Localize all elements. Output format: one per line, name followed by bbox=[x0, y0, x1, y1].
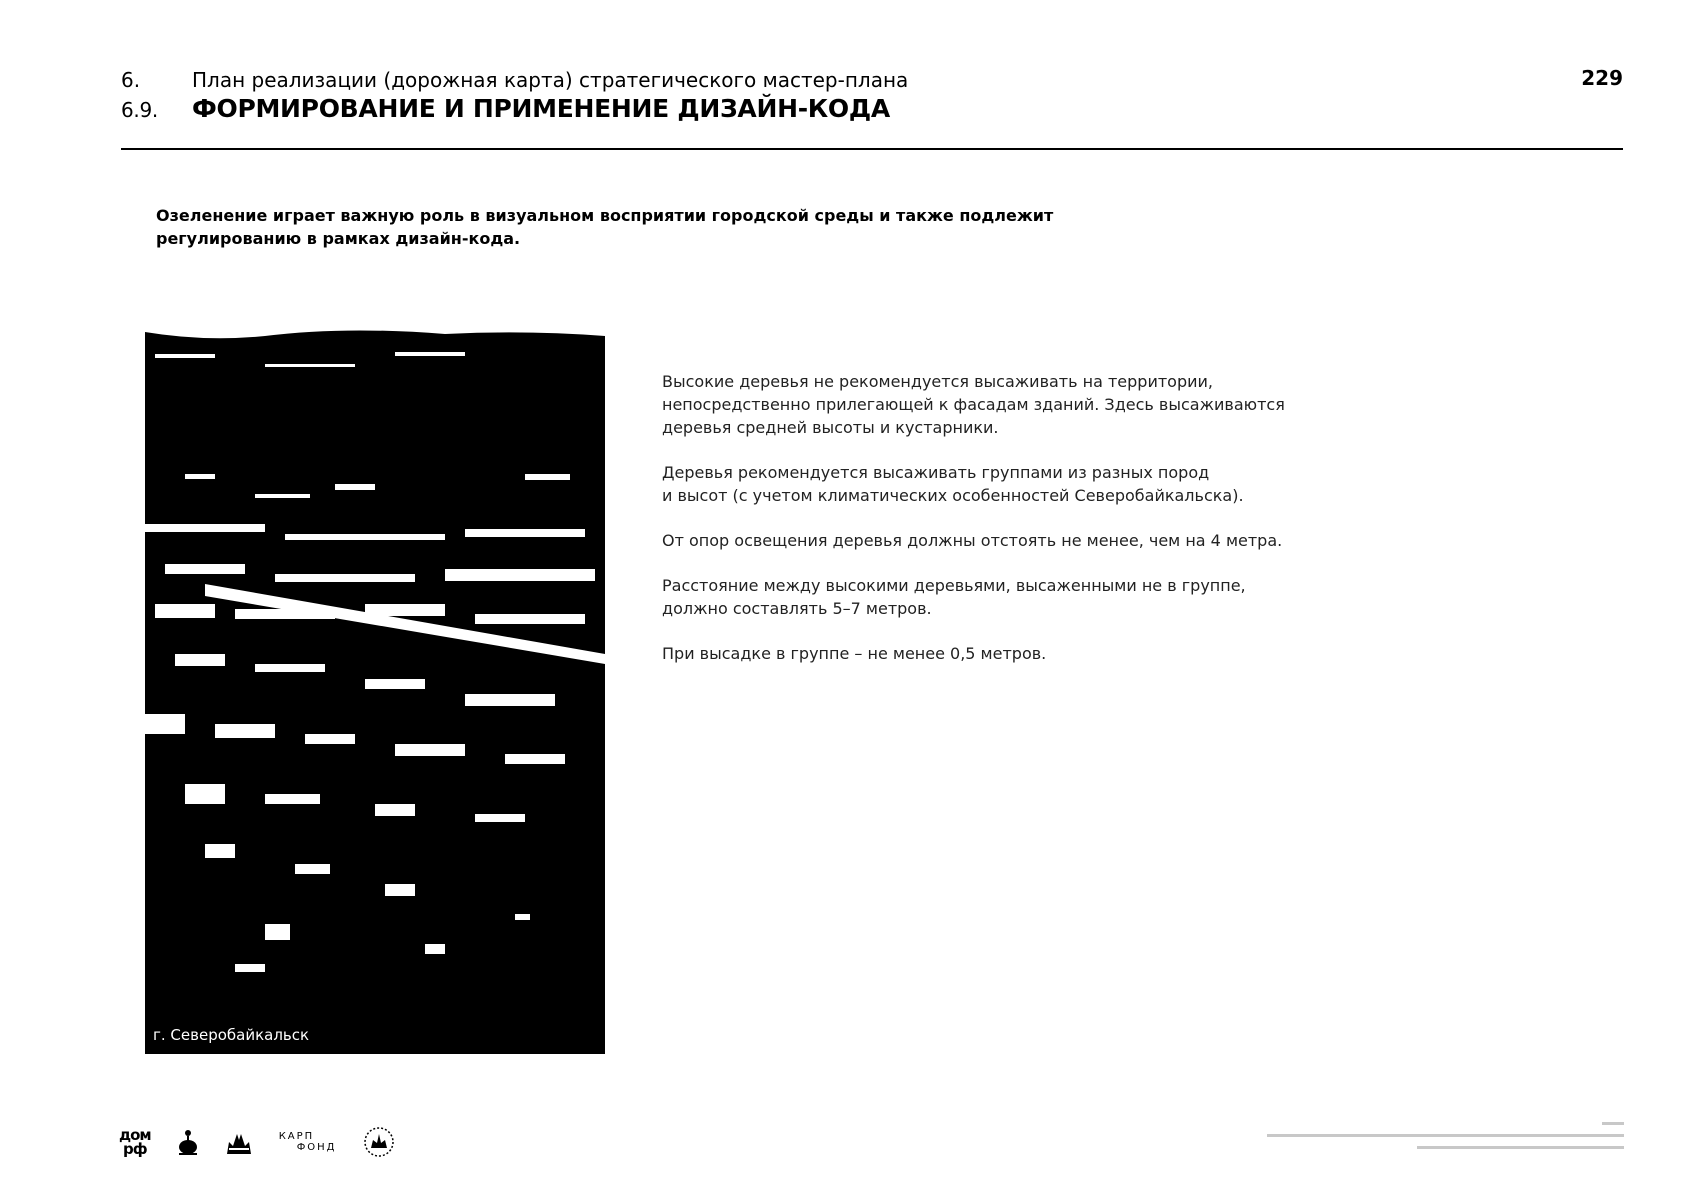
intro-line: регулированию в рамках дизайн-кода. bbox=[156, 229, 521, 248]
photo-caption: г. Северобайкальск bbox=[153, 1026, 310, 1044]
intro-text bbox=[156, 204, 1056, 250]
partner-logos bbox=[119, 1126, 395, 1158]
guideline-paragraph: Расстояние между высокими деревьями, высаженными не в группе, должно составлять 5–7 метров. bbox=[662, 576, 1246, 618]
header-divider bbox=[121, 148, 1623, 150]
guideline-paragraph: От опор освещения деревья должны отстоять не менее, чем на 4 метра. bbox=[662, 531, 1283, 550]
section-heading bbox=[121, 68, 908, 92]
footer-faint-text bbox=[1207, 1120, 1627, 1156]
guideline-paragraph: Деревья рекомендуется высаживать группами из разных пород и высот (с учетом климатических особенностей Северобайкальска). bbox=[662, 463, 1244, 505]
greening-guidelines bbox=[662, 370, 1362, 687]
karp-fond-logo: КАРП ФОНД bbox=[278, 1131, 337, 1153]
page-number: 229 bbox=[1581, 66, 1623, 90]
aerial-photo bbox=[145, 324, 605, 1054]
section-number: 6. bbox=[121, 68, 141, 92]
guideline-paragraph: Высокие деревья не рекомендуется высаживать на территории, непосредственно прилегающей к фасадам зданий. Здесь высаживаются деревья средней высоты и кустарники. bbox=[662, 372, 1285, 437]
section-title: План реализации (дорожная карта) стратегического мастер-плана bbox=[192, 68, 909, 92]
aerial-photo-image bbox=[145, 324, 605, 1054]
subsection-number: 6.9. bbox=[121, 98, 158, 122]
subsection-title: ФОРМИРОВАНИЕ И ПРИМЕНЕНИЕ ДИЗАЙН-КОДА bbox=[192, 94, 890, 123]
footer-document-info bbox=[1207, 1120, 1627, 1160]
city-crest-logo bbox=[225, 1128, 253, 1156]
dom-rf-logo: дом рф bbox=[119, 1126, 151, 1158]
subsection-heading bbox=[121, 94, 890, 123]
round-emblem-logo bbox=[363, 1126, 395, 1158]
intro-line: Озеленение играет важную роль в визуальном восприятии городской среды и также подлежит bbox=[156, 206, 1054, 225]
emblem-logo bbox=[177, 1127, 199, 1157]
guideline-paragraph: При высадке в группе – не менее 0,5 метров. bbox=[662, 644, 1047, 663]
